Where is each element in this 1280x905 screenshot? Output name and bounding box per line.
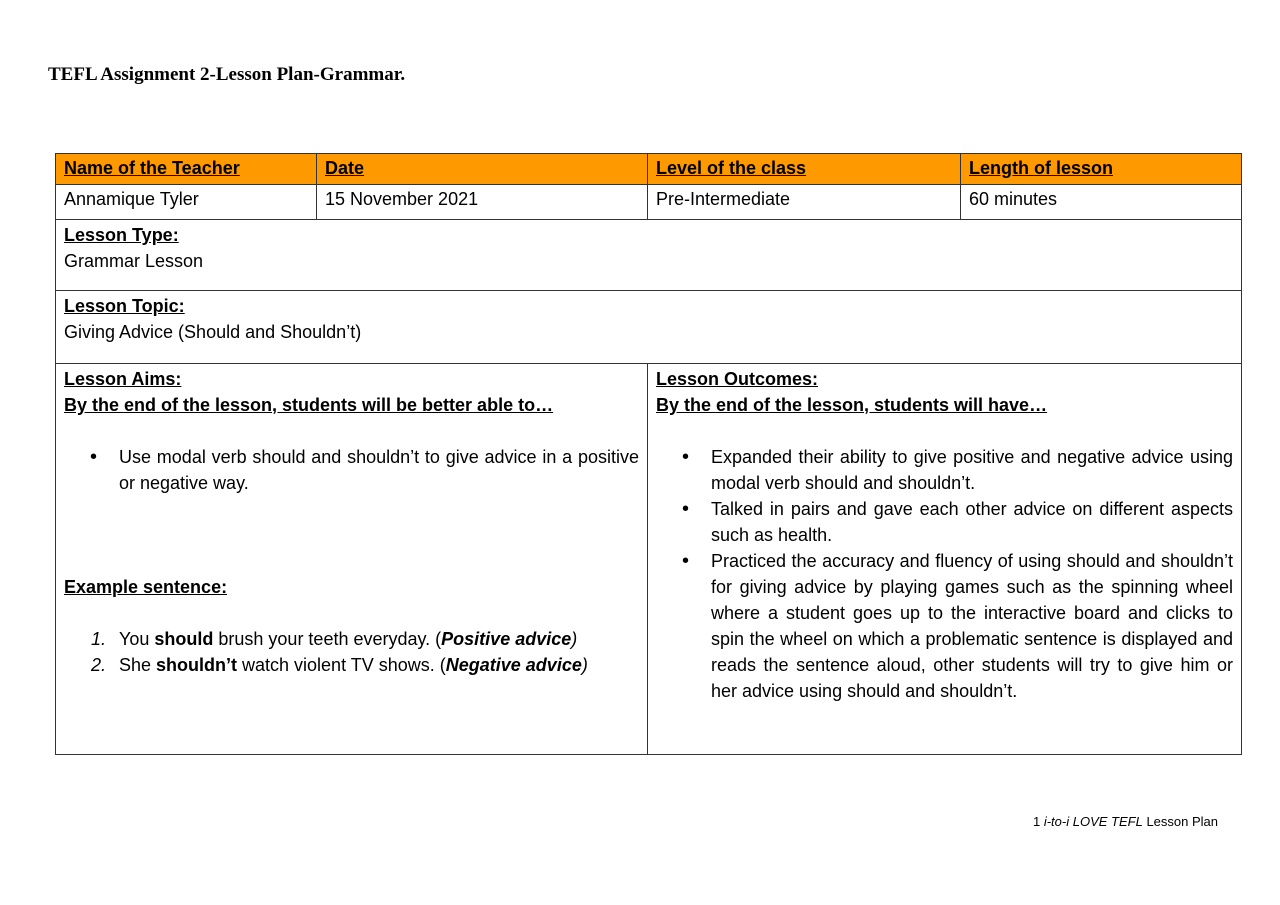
footer-brand: i-to-i LOVE TEFL: [1043, 814, 1143, 829]
examples-list: [64, 626, 639, 678]
aims-list: [64, 444, 639, 496]
lesson-type-value: Grammar Lesson: [64, 251, 204, 271]
header-row: [56, 154, 1242, 185]
example-close: ): [581, 655, 588, 675]
lesson-topic-value: Giving Advice (Should and Shouldn’t): [64, 322, 362, 342]
lesson-type-label: Lesson Type:: [64, 225, 179, 245]
lesson-plan-table: [55, 153, 1242, 755]
value-length: 60 minutes: [961, 185, 1242, 220]
outcomes-list-item: • Expanded their ability to give positive and negative advice using modal verb should and shouldn’t.: [711, 444, 1233, 496]
header-length: Length of lesson: [969, 158, 1113, 178]
example-modal: should: [154, 629, 214, 649]
example-modal: shouldn’t: [156, 655, 238, 675]
lesson-aims-label: Lesson Aims:: [64, 369, 182, 389]
header-cell-teacher: [56, 154, 317, 185]
value-teacher: Annamique Tyler: [56, 185, 317, 220]
lesson-outcomes-label: Lesson Outcomes:: [656, 369, 819, 389]
example-number: 1.: [91, 629, 107, 649]
document-title: TEFL Assignment 2-Lesson Plan-Grammar.: [48, 64, 406, 85]
aims-outcomes-row: [56, 364, 1242, 755]
page-footer: [1033, 814, 1218, 829]
example-post: brush your teeth everyday. (: [213, 629, 442, 649]
value-level: Pre-Intermediate: [648, 185, 961, 220]
example-tag: Positive advice: [441, 629, 572, 649]
values-row: [56, 185, 1242, 220]
lesson-aims-intro: By the end of the lesson, students will be better able to…: [64, 395, 554, 415]
example-close: ): [571, 629, 578, 649]
example-sentence-label: Example sentence:: [64, 577, 228, 597]
example-number: 2.: [91, 655, 107, 675]
footer-suffix: Lesson Plan: [1146, 814, 1218, 829]
value-date: 15 November 2021: [317, 185, 648, 220]
header-cell-level: [648, 154, 961, 185]
lesson-type-row: [56, 220, 1242, 291]
outcomes-list-item: • Talked in pairs and gave each other advice on different aspects such as health.: [711, 496, 1233, 548]
example-pre: You: [119, 629, 155, 649]
spacer: [64, 496, 639, 574]
example-item: [91, 652, 639, 678]
outcomes-list-item: • Practiced the accuracy and fluency of using should and shouldn’t for giving advice by playing games such as the spinning wheel where a student goes up to the interactive board and clicks to spin the wheel on which a problematic sentence is displayed and reads the sentence aloud, other students will try to give him or her advice using should and shouldn’t.: [711, 548, 1233, 704]
outcomes-list: [656, 444, 1233, 704]
lesson-type-cell: [56, 220, 1242, 291]
lesson-topic-cell: [56, 291, 1242, 364]
header-teacher: Name of the Teacher: [64, 158, 240, 178]
example-pre: She: [119, 655, 157, 675]
lesson-aims-cell: [56, 364, 648, 755]
header-cell-date: [317, 154, 648, 185]
example-post: watch violent TV shows. (: [237, 655, 446, 675]
example-tag: Negative advice: [445, 655, 582, 675]
lesson-topic-label: Lesson Topic:: [64, 296, 185, 316]
example-item: [91, 626, 639, 652]
header-cell-length: [961, 154, 1242, 185]
header-date: Date: [325, 158, 365, 178]
header-level: Level of the class: [656, 158, 807, 178]
aims-list-item: • Use modal verb should and shouldn’t to give advice in a positive or negative way.: [119, 444, 639, 496]
lesson-outcomes-cell: [648, 364, 1242, 755]
footer-page-number: 1: [1032, 814, 1041, 829]
lesson-outcomes-intro: By the end of the lesson, students will have…: [656, 395, 1048, 415]
lesson-topic-row: [56, 291, 1242, 364]
